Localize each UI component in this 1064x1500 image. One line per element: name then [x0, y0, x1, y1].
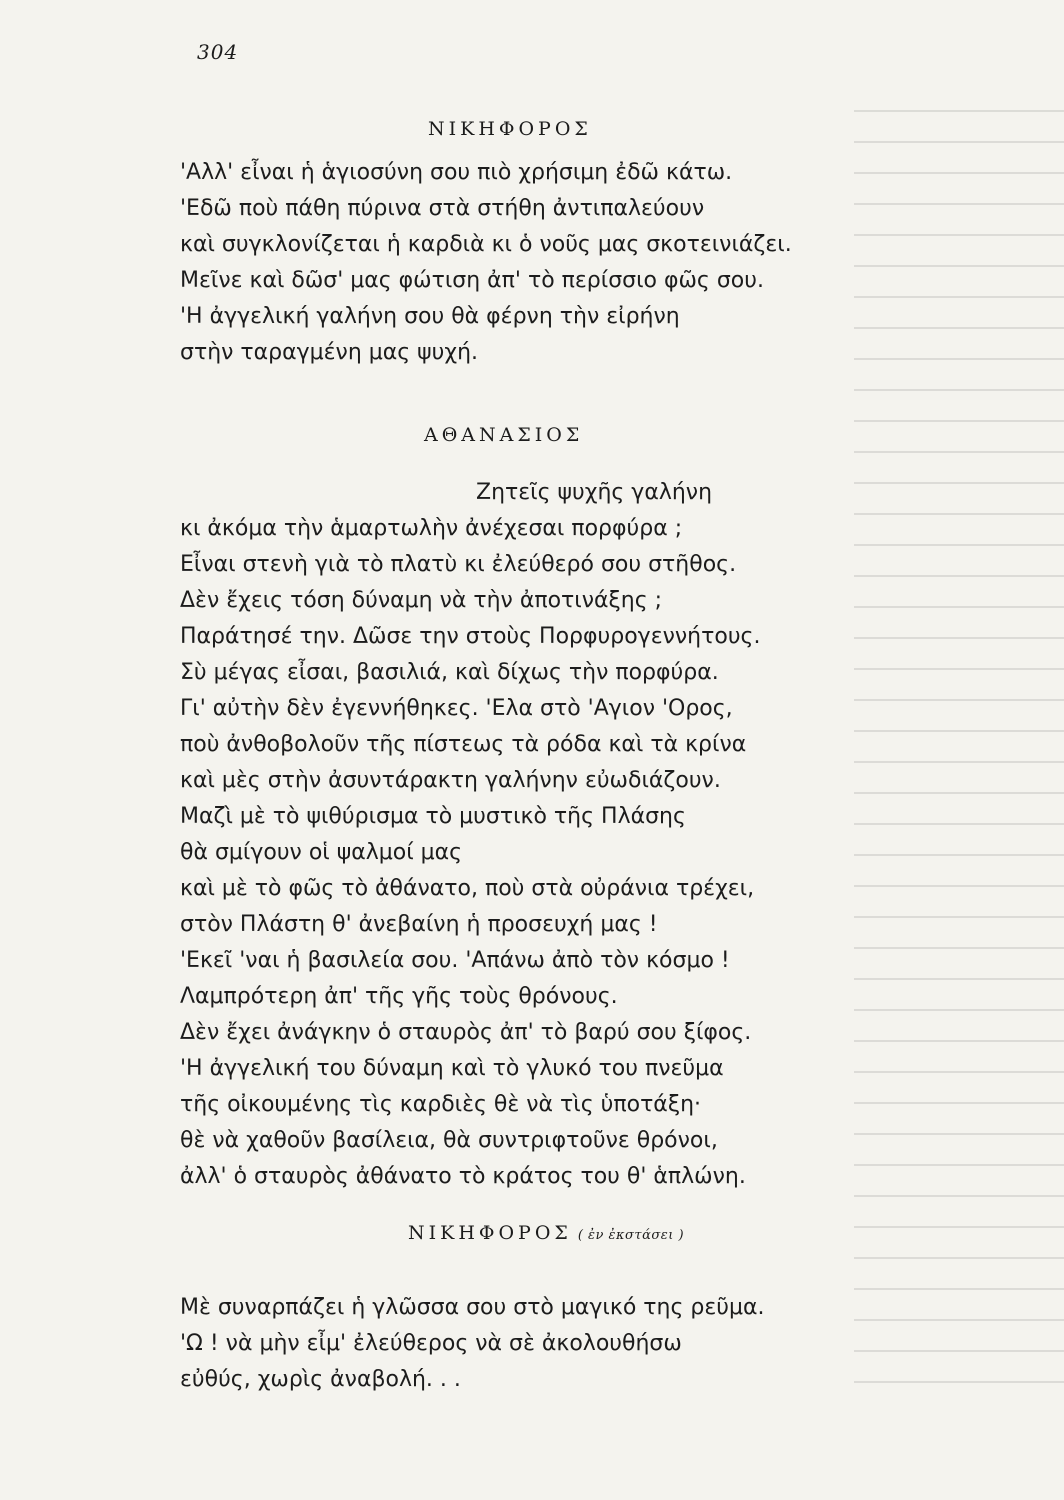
verse-line: καὶ μὲς στὴν ἀσυντάρακτη γαλήνην εὐωδιάζουν. [180, 768, 721, 793]
verse-line: Μεῖνε καὶ δῶσ' μας φώτιση ἀπ' τὸ περίσσιο φῶς σου. [180, 268, 764, 293]
verse-line: Μαζὶ μὲ τὸ ψιθύρισμα τὸ μυστικὸ τῆς Πλάσης [180, 804, 686, 829]
verse-line: 'Η ἀγγελική του δύναμη καὶ τὸ γλυκό του πνεῦμα [180, 1056, 724, 1081]
verse-line: στὸν Πλάστη θ' ἀνεβαίνη ἡ προσευχή μας ! [180, 912, 658, 937]
verse-block [180, 475, 880, 1195]
page-number: 304 [197, 40, 239, 64]
verse-line: Παράτησέ την. Δῶσε την στοὺς Πορφυρογεννήτους. [180, 624, 761, 649]
verse-line: Εἶναι στενὴ γιὰ τὸ πλατὺ κι ἐλεύθερό σου στῆθος. [180, 552, 737, 577]
verse-line: θὰ σμίγουν οἱ ψαλμοί μας [180, 840, 463, 865]
verse-line: θὲ νὰ χαθοῦν βασίλεια, θὰ συντριφτοῦνε θρόνοι, [180, 1128, 718, 1153]
verse-line: εὐθύς, χωρὶς ἀναβολή. . . [180, 1367, 461, 1392]
verse-line: κι ἀκόμα τὴν ἁμαρτωλὴν ἀνέχεσαι πορφύρα ; [180, 516, 683, 541]
verse-line: Δὲν ἔχεις τόση δύναμη νὰ τὴν ἀποτινάξης ; [180, 588, 663, 613]
verse-line: Δὲν ἔχει ἀνάγκην ὁ σταυρὸς ἀπ' τὸ βαρύ σου ξίφος. [180, 1020, 752, 1045]
speaker-heading [428, 118, 592, 140]
verse-line: ποὺ ἀνθοβολοῦν τῆς πίστεως τὰ ρόδα καὶ τὰ κρίνα [180, 732, 747, 757]
verse-line: 'Εδῶ ποὺ πάθη πύρινα στὰ στήθη ἀντιπαλεύουν [180, 196, 705, 221]
verse-line: Μὲ συναρπάζει ἡ γλῶσσα σου στὸ μαγικό της ρεῦμα. [180, 1295, 765, 1320]
verse-line: καὶ μὲ τὸ φῶς τὸ ἀθάνατο, ποὺ στὰ οὐράνια τρέχει, [180, 876, 755, 901]
speaker-name: ΝΙΚΗΦΟΡΟΣ [408, 1222, 572, 1244]
speaker-name: ΝΙΚΗΦΟΡΟΣ [428, 118, 592, 140]
verse-line: 'Η ἀγγελική γαλήνη σου θὰ φέρνη τὴν εἰρήνη [180, 304, 680, 329]
verse-line: στὴν ταραγμένη μας ψυχή. [180, 340, 479, 365]
speaker-heading [408, 1222, 684, 1244]
stage-direction: ( ἐν ἐκστάσει ) [577, 1228, 685, 1243]
verse-line: Γι' αὐτὴν δὲν ἐγεννήθηκες. 'Ελα στὸ 'Αγιον 'Ορος, [180, 696, 733, 721]
speaker-heading [424, 424, 583, 446]
bleed-through-text [854, 110, 1064, 1412]
verse-line: 'Αλλ' εἶναι ἡ ἁγιοσύνη σου πιὸ χρήσιμη ἐδῶ κάτω. [180, 160, 733, 185]
verse-line: 'Εκεῖ 'ναι ἡ βασιλεία σου. 'Απάνω ἀπὸ τὸν κόσμο ! [180, 948, 730, 973]
verse-line: Σὺ μέγας εἶσαι, βασιλιά, καὶ δίχως τὴν πορφύρα. [180, 660, 719, 685]
verse-line: ἀλλ' ὁ σταυρὸς ἀθάνατο τὸ κράτος του θ' ἁπλώνη. [180, 1164, 746, 1189]
verse-block [180, 155, 880, 371]
verse-line: Ζητεῖς ψυχῆς γαλήνη [476, 480, 713, 505]
verse-line: 'Ω ! νὰ μὴν εἶμ' ἐλεύθερος νὰ σὲ ἀκολουθήσω [180, 1331, 682, 1356]
verse-block [180, 1290, 880, 1398]
verse-line: τῆς οἰκουμένης τὶς καρδιὲς θὲ νὰ τὶς ὑποτάξη· [180, 1092, 702, 1117]
verse-line: καὶ συγκλονίζεται ἡ καρδιὰ κι ὁ νοῦς μας σκοτεινιάζει. [180, 232, 792, 257]
speaker-name: ΑΘΑΝΑΣΙΟΣ [424, 424, 584, 446]
verse-line: Λαμπρότερη ἀπ' τῆς γῆς τοὺς θρόνους. [180, 984, 618, 1009]
